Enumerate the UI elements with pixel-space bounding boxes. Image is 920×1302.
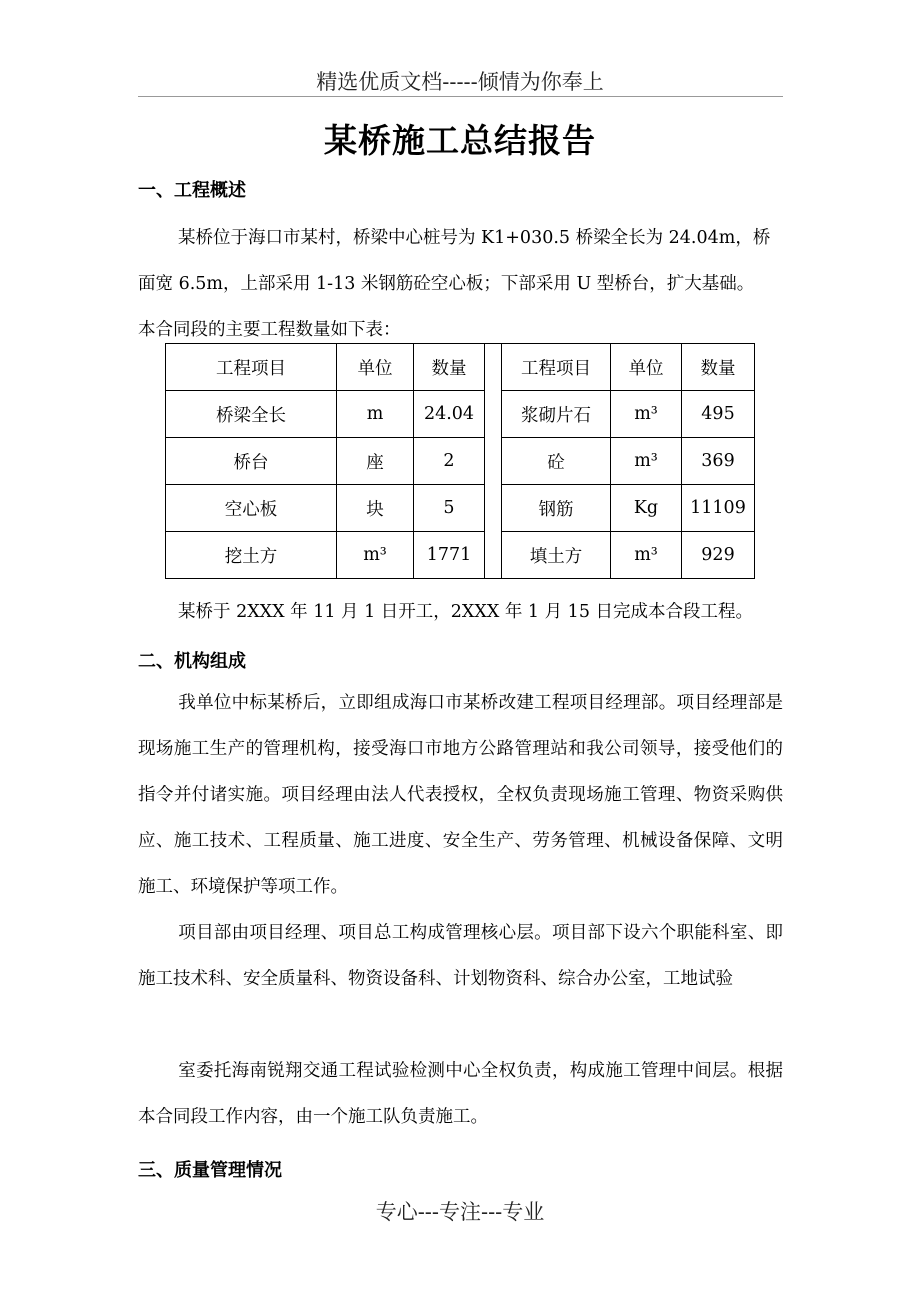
organization-paragraph-1-text: 我单位中标某桥后，立即组成海口市某桥改建工程项目经理部。项目经理部是现场施工生产的管理机构，接受海口市地方公路管理站和我公司领导，接受他们的指令并付诸实施。项目经理由法人代表授权，全权负责现场施工管理、物资采购供应、施工技术、工程质量、施工进度、安全生产、劳务管理、机械设备保障、文明施工、环境保护等项工作。	[138, 693, 783, 897]
table-header-cell: 工程项目	[502, 344, 611, 391]
table-row	[166, 532, 755, 579]
table-header-cell: 工程项目	[166, 344, 337, 391]
table-cell: 空心板	[166, 485, 337, 532]
table-cell: 24.04	[414, 391, 485, 438]
table-cell: 块	[337, 485, 414, 532]
table-gap	[485, 344, 502, 579]
section-heading-overview: 一、工程概述	[138, 180, 246, 201]
table-header-cell: 单位	[337, 344, 414, 391]
page-footer: 专心---专注---专业	[375, 1200, 545, 1224]
overview-line-1: 某桥位于海口市某村，桥梁中心桩号为 K1+030.5 桥梁全长为 24.04m，桥	[178, 228, 771, 248]
quantity-table	[165, 343, 755, 579]
organization-paragraph-2-text: 项目部由项目经理、项目总工构成管理核心层。项目部下设六个职能科室、即施工技术科、安全质量科、物资设备科、计划物资科、综合办公室，工地试验	[138, 923, 783, 989]
table-row	[166, 391, 755, 438]
table-cell: m³	[611, 438, 682, 485]
table-cell: 桥梁全长	[166, 391, 337, 438]
organization-paragraph-3-text: 室委托海南锐翔交通工程试验检测中心全权负责，构成施工管理中间层。根据本合同段工作内容，由一个施工队负责施工。	[138, 1061, 783, 1127]
table-cell: 929	[682, 532, 755, 579]
table-cell: 11109	[682, 485, 755, 532]
table-row	[166, 438, 755, 485]
organization-paragraph-3	[138, 1048, 783, 1140]
table-cell: m³	[611, 391, 682, 438]
table-header-row	[166, 344, 755, 391]
overview-line-3: 本合同段的主要工程数量如下表：	[138, 320, 401, 340]
organization-paragraph-1	[138, 680, 783, 910]
overview-line-2: 面宽 6.5m，上部采用 1-13 米钢筋砼空心板；下部采用 U 型桥台，扩大基础。	[138, 274, 755, 294]
table-header-cell: 数量	[682, 344, 755, 391]
table-cell: 1771	[414, 532, 485, 579]
table-row	[166, 485, 755, 532]
table-cell: 挖土方	[166, 532, 337, 579]
section-heading-quality: 三、质量管理情况	[138, 1160, 282, 1181]
table-cell: 浆砌片石	[502, 391, 611, 438]
header-divider	[138, 96, 783, 97]
organization-paragraph-2	[138, 910, 783, 1002]
table-cell: m³	[337, 532, 414, 579]
table-cell: 495	[682, 391, 755, 438]
table-cell: 2	[414, 438, 485, 485]
table-header-cell: 数量	[414, 344, 485, 391]
document-title: 某桥施工总结报告	[324, 121, 596, 160]
table-header-cell: 单位	[611, 344, 682, 391]
table-cell: 砼	[502, 438, 611, 485]
page-header: 精选优质文档-----倾情为你奉上	[316, 70, 604, 94]
table-cell: m³	[611, 532, 682, 579]
table-cell: Kg	[611, 485, 682, 532]
table-cell: 填土方	[502, 532, 611, 579]
table-cell: 钢筋	[502, 485, 611, 532]
section-heading-organization: 二、机构组成	[138, 651, 246, 672]
table-cell: m	[337, 391, 414, 438]
table-cell: 5	[414, 485, 485, 532]
table-cell: 座	[337, 438, 414, 485]
table-cell: 369	[682, 438, 755, 485]
start-completion-dates: 某桥于 2XXX 年 11 月 1 日开工，2XXX 年 1 月 15 日完成本合段工程。	[178, 602, 754, 622]
table-cell: 桥台	[166, 438, 337, 485]
